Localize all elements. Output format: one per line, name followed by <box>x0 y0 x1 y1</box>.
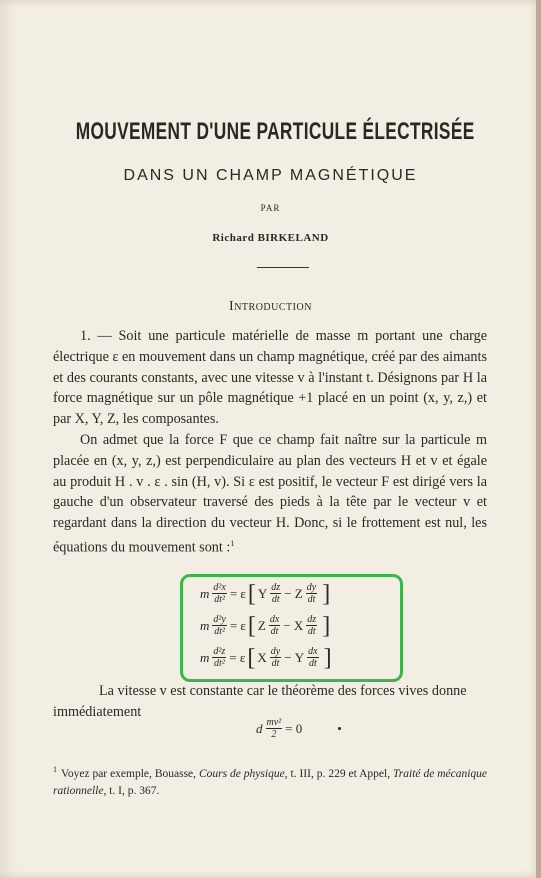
equals-sign: = <box>229 585 238 601</box>
footnote-book-2: Traité de mécanique rationnelle, <box>53 767 488 797</box>
mass-symbol: m <box>200 617 210 633</box>
epsilon: ε <box>240 585 246 601</box>
equals-sign: = <box>229 617 238 633</box>
lhs-fraction <box>212 646 226 669</box>
rate-numerator-b: dy <box>306 582 317 593</box>
body-text <box>53 326 487 559</box>
component-a: X <box>257 649 267 665</box>
rate-fraction-a <box>269 614 280 637</box>
lhs-fraction <box>212 582 226 605</box>
mass-symbol: m <box>200 585 210 601</box>
rate-numerator-b: dz <box>307 614 317 625</box>
component-b: Y <box>294 649 305 665</box>
rate-numerator-a: dz <box>271 582 281 593</box>
footnote-mark: 1 <box>53 765 57 774</box>
equals-sign: = <box>229 649 237 665</box>
energy-fraction <box>266 717 283 740</box>
rate-numerator-b: dx <box>308 646 318 657</box>
component-a: Z <box>257 617 266 633</box>
footnote-text-c: t. I, p. 367. <box>109 784 160 797</box>
energy-rhs: = 0 <box>285 720 303 736</box>
footnote-text-b: t. III, p. 229 et Appel, <box>290 767 391 780</box>
paragraph-2-text: On admet que la force F que ce champ fait naître sur la particule m placée en (x, y, z,) est perpendiculaire au plan des vecteurs H et v et égale au produit H . v . ε . sin (H, v). Si ε est positif, le vecteur F est dirigé vers la gauche d'un observateur traversé des pieds à la tête par le vecteur v et regardant dans la direction du vecteur H. Donc, si le frottement est nul, les équations du mouvement sont : <box>53 431 487 556</box>
left-bracket: [ <box>247 612 256 639</box>
energy-equation <box>256 717 302 740</box>
minus-sign: − <box>283 617 291 633</box>
rate-denominator-b: dt <box>307 626 316 637</box>
byline-par: PAR <box>260 203 281 213</box>
component-b: X <box>293 617 304 633</box>
rate-denominator-a: dt <box>270 626 279 637</box>
lhs-numerator: d²z <box>213 646 226 657</box>
right-bracket: ] <box>323 644 332 671</box>
rate-numerator-a: dy <box>270 646 281 657</box>
lhs-denominator: dt² <box>214 626 225 637</box>
rate-numerator-a: dx <box>269 614 280 625</box>
title-divider <box>257 267 309 268</box>
paragraph-1: 1. — Soit une particule matérielle de masse m portant une charge électrique ε en mouvement dans un champ magnétique, créé par des aimants et des courants constants, avec une vitesse v à l'instant t. Désignons par H la force magnétique sur un pôle magnétique +1 placé en un point (x, y, z,) et par X, Y, Z, les composantes. <box>53 328 487 428</box>
paragraph-2 <box>53 430 487 559</box>
equation-1 <box>200 582 332 605</box>
epsilon: ε <box>240 617 246 633</box>
author-name: Richard BIRKELAND <box>212 232 329 244</box>
rate-fraction-b <box>307 646 318 669</box>
minus-sign: − <box>284 585 292 601</box>
article-title: MOUVEMENT D'UNE PARTICULE ÉLECTRISÉE <box>75 118 475 145</box>
section-heading: Introduction <box>229 299 312 314</box>
minus-sign: − <box>284 649 292 665</box>
stray-dot <box>338 727 341 730</box>
equation-2 <box>200 614 332 637</box>
rate-denominator-b: dt <box>307 594 316 605</box>
mass-symbol: m <box>200 649 210 665</box>
footnote-text-a: Voyez par exemple, Bouasse, <box>61 767 197 780</box>
rate-denominator-a: dt <box>271 658 280 669</box>
rate-fraction-a <box>270 582 281 605</box>
differential-d: d <box>256 720 263 736</box>
left-bracket: [ <box>247 580 256 607</box>
rate-denominator-a: dt <box>271 594 280 605</box>
paragraph-3: La vitesse v est constante car le théorème des forces vives donne immédiatement <box>53 683 467 720</box>
lhs-denominator: dt² <box>214 594 225 605</box>
lhs-denominator: dt² <box>213 658 225 669</box>
rate-fraction-a <box>270 646 281 669</box>
lhs-numerator: d²y <box>213 614 226 625</box>
epsilon: ε <box>239 649 246 665</box>
lhs-fraction <box>212 614 226 637</box>
article-subtitle: DANS UN CHAMP MAGNÉTIQUE <box>123 167 418 184</box>
component-a: Y <box>257 585 268 601</box>
energy-denominator: 2 <box>271 729 277 740</box>
energy-numerator: mv² <box>266 717 282 728</box>
rate-denominator-b: dt <box>309 658 317 669</box>
left-bracket: [ <box>247 644 256 671</box>
lhs-numerator: d²x <box>213 582 226 593</box>
footnote-book-1: Cours de physique, <box>198 767 288 780</box>
footnote-ref: 1 <box>230 538 235 548</box>
footnote <box>53 761 487 800</box>
rate-fraction-b <box>306 614 317 637</box>
component-b: Z <box>294 585 303 601</box>
right-bracket: ] <box>322 580 331 607</box>
equation-3 <box>200 646 334 669</box>
page-edge <box>536 0 541 878</box>
right-bracket: ] <box>322 612 331 639</box>
rate-fraction-b <box>306 582 317 605</box>
